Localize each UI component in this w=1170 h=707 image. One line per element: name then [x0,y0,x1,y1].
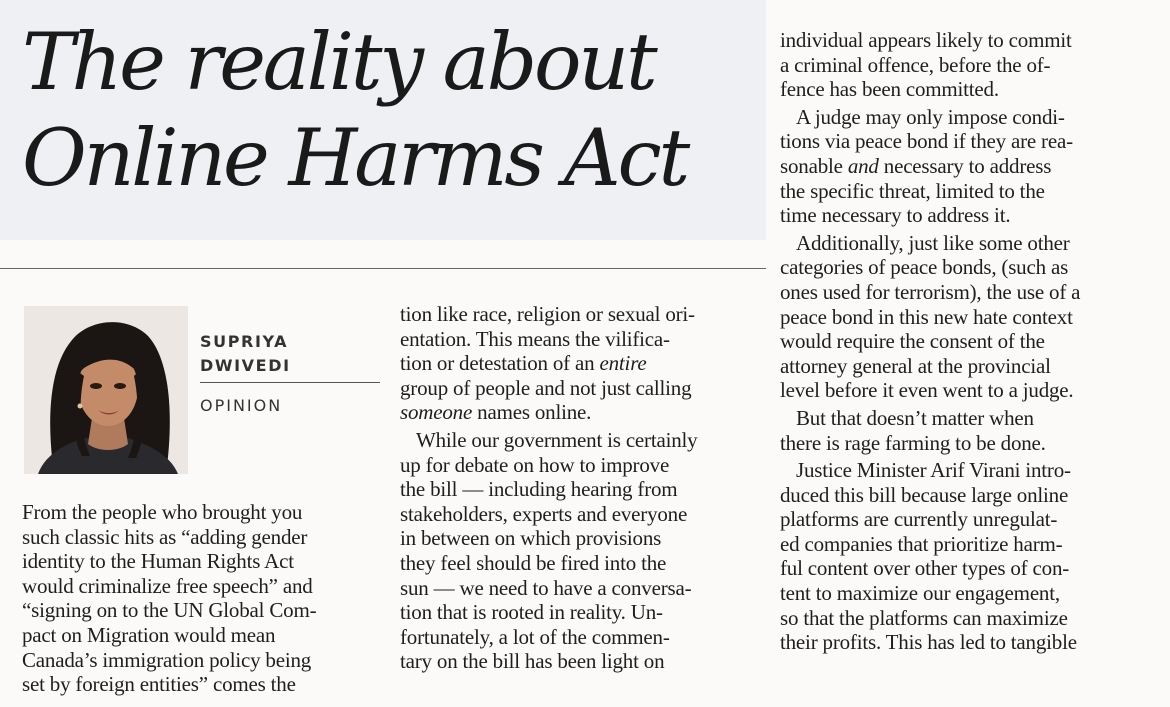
text-line: their profits. This has led to tangible [780,630,1077,655]
text-line: would require the consent of the [780,329,1045,354]
text-run: necessary to address [878,153,1052,178]
text-line: identity to the Human Rights Act [22,549,294,574]
paragraph [400,428,760,674]
text-line: level before it even went to a judge. [780,378,1074,403]
text-line: the bill — including hearing from [400,477,678,502]
author-portrait-image [24,306,188,474]
emphasis-text: someone [400,400,473,425]
text-line: stakeholders, experts and everyone [400,501,688,526]
byline-divider [200,382,380,383]
text-line: set by foreign entities” comes the [22,672,296,697]
text-line: tions via peace bond if they are rea- [780,129,1073,154]
text-line: group of people and not just calling [400,375,692,400]
text-line: sun — we need to have a conversa- [400,575,692,600]
author-photo [24,306,188,474]
text-line [780,154,1140,179]
author-byline [200,330,291,378]
text-line [400,351,760,376]
text-line: Additionally, just like some other [796,230,1070,255]
text-line: But that doesn’t matter when [796,405,1034,430]
paragraph [780,231,1140,403]
headline-line-1: The reality about [22,16,655,108]
text-line: duced this bill because large online [780,482,1069,507]
text-line: fence has been committed. [780,77,999,102]
text-line: in between on which provisions [400,526,662,551]
text-line: ed companies that prioritize harm- [780,531,1063,556]
text-run: tion or detestation of an [400,351,600,376]
text-line: up for debate on how to improve [400,452,670,477]
emphasis-text: and [847,153,879,178]
text-line: would criminalize free speech” and [22,573,313,598]
text-line: tion that is rooted in reality. Un- [400,600,663,625]
article-column-3 [780,28,1140,655]
text-line: individual appears likely to commit [780,28,1072,52]
text-line: pact on Migration would mean [22,622,276,647]
headline-band [0,0,766,240]
text-line: they feel should be fired into the [400,550,667,575]
emphasis-text: entire [599,351,647,376]
author-last-name: DWIVEDI [200,356,291,375]
headline-line-2: Online Harms Act [22,112,688,204]
text-line: tion like race, religion or sexual ori- [400,302,695,326]
text-line: ones used for terrorism), the use of a [780,279,1081,304]
paragraph [400,302,760,425]
text-line: From the people who brought you [22,500,303,524]
headline [22,14,687,206]
text-line: a criminal offence, before the of- [780,52,1051,77]
text-line: tent to maximize our engagement, [780,581,1060,606]
text-line: fortunately, a lot of the commen- [400,624,670,649]
paragraph [780,105,1140,228]
text-line: so that the platforms can maximize [780,605,1068,630]
paragraph [780,458,1140,655]
article-column-2 [400,302,760,674]
text-line: entation. This means the vilifica- [400,326,670,351]
paragraph [22,500,378,697]
author-first-name: SUPRIYA [200,332,289,351]
text-line: peace bond in this new hate context [780,304,1073,329]
paragraph [780,406,1140,455]
paragraph [780,28,1140,102]
section-divider [0,268,766,269]
text-line: Justice Minister Arif Virani intro- [796,458,1071,483]
text-line: A judge may only impose condi- [796,104,1065,129]
text-line: categories of peace bonds, (such as [780,255,1069,280]
text-line: time necessary to address it. [780,203,1011,228]
text-line: ful content over other types of con- [780,556,1070,581]
text-line: tary on the bill has been light on [400,649,665,674]
text-line [400,400,760,425]
text-line: “signing on to the UN Global Com- [22,598,317,623]
text-line: there is rage farming to be done. [780,430,1046,455]
text-line: the specific threat, limited to the [780,178,1045,203]
text-line: such classic hits as “adding gender [22,524,308,549]
text-line: While our government is certainly [416,427,698,452]
section-label: OPINION [200,396,283,415]
article-column-1 [22,500,378,697]
text-run: sonable [780,153,848,178]
text-line: platforms are currently unregulat- [780,507,1058,532]
text-line: attorney general at the provincial [780,353,1051,378]
text-run: names online. [472,400,592,425]
text-line: Canada’s immigration policy being [22,647,312,672]
